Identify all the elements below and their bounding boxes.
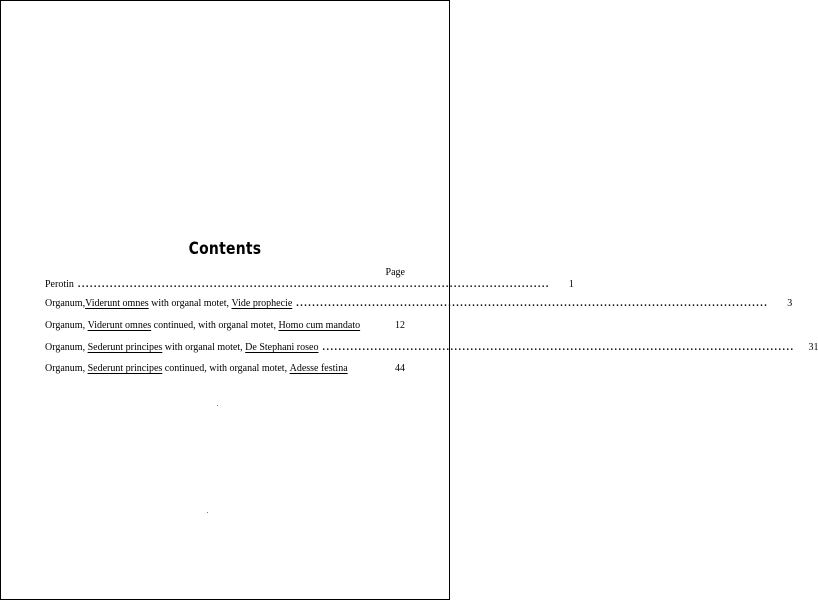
toc-entry-prefix: Organum, — [45, 298, 86, 309]
toc-page-number: 44 — [395, 363, 405, 374]
toc-entry-prefix: Organum, — [45, 320, 88, 331]
toc-entry — [45, 278, 574, 292]
toc-page-number: 1 — [568, 279, 574, 290]
toc-entry-prefix: Organum, — [45, 363, 88, 374]
toc-entry — [45, 341, 818, 355]
toc-organum-title: Sederunt principes — [87, 342, 163, 353]
page-column-header: Page — [385, 267, 405, 278]
toc-motet-title: De Stephani roseo — [245, 342, 319, 353]
toc-entry-connector: with organal motet, — [148, 298, 232, 309]
toc-motet-title: Adesse festina — [289, 363, 348, 374]
toc-page-number: 3 — [787, 298, 793, 309]
toc-page-number: 12 — [395, 320, 405, 331]
dot-leader: ...................................................................................................................... — [77, 279, 550, 290]
toc-motet-title: Vide prophecie — [231, 298, 293, 309]
toc-organum-title: Sederunt principes — [87, 363, 163, 374]
toc-entry — [45, 319, 405, 333]
toc-entry-title: Perotin — [45, 279, 74, 290]
toc-organum-title: Viderunt omnes — [85, 298, 149, 309]
toc-motet-title: Homo cum mandato — [278, 320, 361, 331]
toc-page-number: 31 — [808, 342, 818, 353]
toc-entry-connector: continued, with organal motet, — [162, 363, 290, 374]
toc-organum-title: Viderunt omnes — [87, 320, 152, 331]
toc-entry-connector: with organal motet, — [162, 342, 246, 353]
scan-speck — [207, 512, 208, 513]
page-title: Contents — [188, 239, 262, 259]
dot-leader: ...................................................................................................................... — [322, 342, 795, 353]
toc-entry-prefix: Organum, — [45, 342, 88, 353]
dot-leader: ...................................................................................................................... — [296, 298, 769, 309]
toc-entry — [45, 362, 405, 376]
toc-entry-connector: continued, with organal motet, — [151, 320, 279, 331]
scan-speck — [217, 405, 218, 406]
toc-entry — [45, 297, 793, 311]
